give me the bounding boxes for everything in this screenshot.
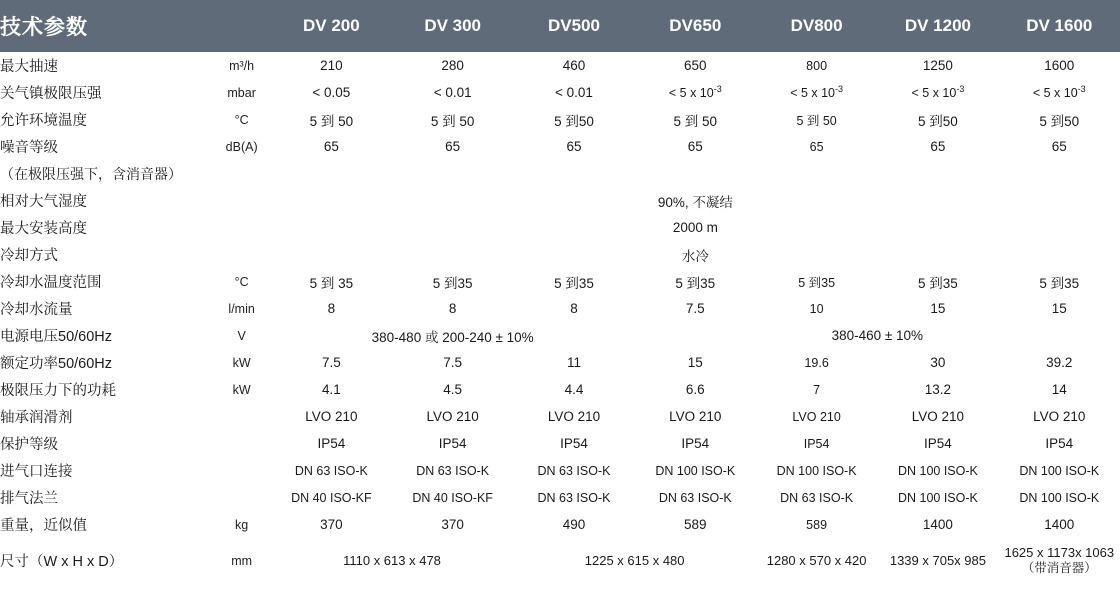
cell-value: 1250 [922, 58, 953, 73]
cell-value: < 5 x $10^{-3}$ [790, 84, 844, 101]
cell-value: 589 [806, 517, 828, 532]
cell-value: IP54 [1045, 436, 1074, 451]
row-unit-ultimate-pressure: mbar [227, 85, 256, 100]
cell-value: 39.2 [1046, 355, 1073, 370]
table-row [0, 106, 1120, 133]
cell-value: 4.4 [564, 382, 584, 397]
cell-value: DN 63 ISO-K [537, 463, 611, 478]
row-label-weight: 重量，近似值 [0, 518, 87, 534]
table-row [0, 241, 1120, 268]
cell-value: 5 到 50 [430, 113, 475, 129]
cell-value: 7 [813, 382, 821, 397]
cell-value: LVO 210 [305, 409, 358, 424]
cell-value: 65 [809, 139, 824, 154]
cell-value: 5 到 50 [673, 113, 718, 129]
cell-value: DN 40 ISO-KF [412, 490, 493, 505]
cell-value: 65 [1051, 139, 1067, 154]
spacer-cell [0, 538, 1120, 545]
cell-value: < 5 x $10^{-3}$ [1032, 84, 1086, 101]
cell-value-merged: 90%, 不凝结 [657, 194, 733, 210]
cell-value-merged-group-a: 380-480 或 200-240 ± 10% [371, 329, 534, 345]
row-unit-ambient-temperature: °C [234, 112, 249, 127]
row-unit-max-installation-altitude [213, 214, 271, 241]
cell-value: 65 [323, 139, 339, 154]
row-label-inlet-connection: 进气口连接 [0, 464, 73, 480]
cell-value: 5 到 50 [309, 113, 354, 129]
cell-value: 5 到 35 [309, 275, 354, 291]
row-unit-cooling-method [213, 241, 271, 268]
cell-value: 5 到35 [554, 275, 594, 291]
cell-dimension-group-2: 1225 x 615 x 480 [584, 552, 685, 568]
dimension-note: （带消音器） [1021, 561, 1097, 576]
column-header-dv500: DV500 [547, 16, 600, 35]
cell-value: IP54 [438, 436, 467, 451]
cell-value: LVO 210 [426, 409, 479, 424]
cell-value: < 0.01 [433, 85, 472, 100]
table-row [0, 349, 1120, 376]
table-row [0, 214, 1120, 241]
cell-value: 65 [687, 139, 703, 154]
cell-value: DN 63 ISO-K [780, 490, 854, 505]
cell-value: IP54 [317, 436, 346, 451]
row-label-noise-level: 噪音等级 [0, 140, 58, 156]
cell-value: 5 到35 [918, 275, 958, 291]
header-unit-column [213, 0, 271, 52]
cell-value: DN 100 ISO-K [1019, 463, 1100, 478]
cell-value: LVO 210 [1033, 409, 1086, 424]
table-row [0, 484, 1120, 511]
cell-value: DN 63 ISO-K [416, 463, 490, 478]
cell-value: 4.5 [443, 382, 463, 397]
cell-value: 8 [327, 301, 336, 316]
cell-value-merged: 2000 m [672, 220, 718, 235]
cell-value: < 0.05 [312, 85, 351, 100]
cell-value: < 5 x $10^{-3}$ [911, 84, 965, 101]
cell-value: 15 [687, 355, 703, 370]
cell-value: 5 到35 [798, 275, 836, 290]
column-header-dv1600: DV 1600 [1026, 16, 1093, 35]
table-row [0, 295, 1120, 322]
row-label-ultimate-pressure: 关气镇极限压强 [0, 86, 102, 102]
cell-value: LVO 210 [911, 409, 965, 424]
cell-value: < 5 x $10^{-3}$ [668, 84, 722, 101]
cell-value: 1400 [922, 517, 953, 532]
cell-value: 8 [570, 301, 578, 316]
cell-value: 800 [806, 58, 828, 73]
column-header-dv650: DV650 [669, 16, 722, 35]
row-unit-cooling-water-temp: °C [234, 274, 249, 289]
table-row [0, 133, 1120, 160]
cell-value: 4.1 [321, 382, 341, 397]
table-row [0, 457, 1120, 484]
cell-value: DN 100 ISO-K [897, 463, 978, 478]
cell-value: 5 到35 [432, 275, 473, 291]
cell-value: 460 [562, 58, 586, 73]
table-row [0, 403, 1120, 430]
page-title: 技术参数 [0, 16, 88, 39]
cell-value: DN 100 ISO-K [655, 463, 736, 478]
row-unit-protection-class [213, 430, 271, 457]
cell-value: 5 到35 [1039, 275, 1080, 291]
cell-value: 15 [1051, 301, 1067, 316]
row-unit-bearing-lubricant [213, 403, 271, 430]
cell-value: DN 100 ISO-K [1019, 490, 1100, 505]
row-label-bearing-lubricant: 轴承润滑剂 [0, 410, 73, 426]
cell-value: 650 [684, 58, 707, 73]
row-label-ambient-temperature: 允许环境温度 [0, 113, 87, 129]
row-unit-cooling-water-flow: l/min [228, 301, 255, 316]
cell-value: DN 63 ISO-K [294, 463, 368, 478]
cell-value: 589 [684, 517, 707, 532]
row-label-exhaust-flange: 排气法兰 [0, 491, 58, 507]
column-header-dv1200: DV 1200 [904, 16, 971, 35]
row-label-protection-class: 保护等级 [0, 437, 58, 453]
cell-value: 370 [320, 517, 343, 532]
cell-dimension-group-3: 1280 x 570 x 420 [766, 552, 867, 568]
table-row [0, 187, 1120, 214]
cell-value: 5 到35 [675, 275, 716, 291]
column-header-dv800: DV800 [790, 16, 843, 35]
column-header-dv300: DV 300 [424, 16, 482, 35]
cell-value: 11 [566, 355, 581, 370]
table-header [0, 0, 1120, 52]
table-row [0, 268, 1120, 295]
cell-value: 65 [566, 139, 582, 154]
row-unit-weight: kg [235, 517, 249, 532]
spacer-row [0, 538, 1120, 545]
cell-dimension-group-1: 1110 x 613 x 478 [343, 552, 441, 568]
cell-value: DN 63 ISO-K [658, 490, 732, 505]
row-label-max-installation-altitude: 最大安装高度 [0, 221, 87, 237]
cell-dimension-group-5 [999, 545, 1120, 577]
column-header-dv200: DV 200 [303, 16, 360, 35]
row-label-power-at-ultimate-pressure: 极限压力下的功耗 [0, 383, 116, 399]
row-label-cooling-water-temp: 冷却水温度范围 [0, 275, 102, 291]
cell-value: LVO 210 [669, 409, 722, 424]
row-label-max-pumping-speed: 最大抽速 [0, 59, 58, 75]
cell-value: 1400 [1044, 517, 1075, 532]
cell-value: 7.5 [321, 355, 341, 370]
table-body [0, 52, 1120, 577]
cell-value: DN 63 ISO-K [537, 490, 611, 505]
row-unit-noise-level: dB(A) [225, 139, 258, 154]
row-label-supply-voltage: 电源电压50/60Hz [0, 329, 113, 345]
cell-value: 7.5 [685, 301, 705, 316]
cell-value: 1600 [1044, 58, 1075, 73]
cell-value: LVO 210 [547, 409, 601, 424]
cell-value: IP54 [803, 436, 830, 451]
row-unit-exhaust-flange [213, 484, 271, 511]
row-unit-power-at-ultimate-pressure: kW [232, 382, 251, 397]
cell-value-merged-group-b: 380-460 ± 10% [831, 328, 924, 343]
row-label-rated-power: 额定功率50/60Hz [0, 356, 113, 372]
row-unit-supply-voltage: V [237, 328, 246, 343]
cell-value: LVO 210 [792, 409, 841, 424]
cell-value: < 0.01 [555, 85, 593, 100]
row-note-noise-condition: （在极限压强下，含消音器） [0, 165, 182, 182]
cell-value: 30 [930, 355, 946, 370]
table-row [0, 430, 1120, 457]
cell-value: 280 [441, 58, 464, 73]
cell-value: IP54 [681, 436, 710, 451]
cell-value: 490 [562, 517, 586, 532]
cell-value: 8 [448, 301, 457, 316]
table-row [0, 511, 1120, 538]
cell-value: 15 [930, 301, 946, 316]
cell-value: 65 [930, 139, 946, 154]
row-unit-inlet-connection [213, 457, 271, 484]
row-unit-dimensions: mm [231, 553, 253, 568]
cell-value: 7.5 [443, 355, 463, 370]
cell-value: 370 [441, 517, 464, 532]
cell-value: 13.2 [924, 382, 952, 397]
cell-value: 14 [1051, 382, 1067, 397]
table-row [0, 52, 1120, 79]
table-row [0, 79, 1120, 106]
cell-value: 5 到50 [1039, 113, 1080, 129]
row-label-cooling-water-flow: 冷却水流量 [0, 302, 73, 318]
cell-value: IP54 [560, 436, 588, 451]
cell-value: 19.6 [804, 355, 829, 370]
table-row-dimensions [0, 545, 1120, 577]
cell-value: DN 100 ISO-K [897, 490, 978, 505]
cell-value: 210 [320, 58, 343, 73]
row-label-cooling-method: 冷却方式 [0, 248, 58, 264]
cell-value: 5 到50 [918, 113, 958, 129]
cell-dimension-group-4: 1339 x 705x 985 [889, 552, 986, 568]
cell-value: 6.6 [685, 382, 705, 397]
table-row [0, 376, 1120, 403]
table-row [0, 160, 1120, 187]
row-unit-rated-power: kW [232, 355, 251, 370]
cell-value: DN 100 ISO-K [776, 463, 857, 478]
table-row [0, 322, 1120, 349]
dimension-value: 1625 x 1173x 1063 [1004, 545, 1115, 560]
cell-value: 10 [809, 301, 824, 316]
row-label-dimensions: 尺寸（W x H x D） [0, 554, 124, 571]
row-label-relative-humidity: 相对大气湿度 [0, 194, 87, 210]
header-row [0, 0, 1120, 52]
row-unit-relative-humidity [213, 187, 271, 214]
row-unit-max-pumping-speed: m³/h [229, 58, 255, 73]
cell-value: DN 40 ISO-KF [291, 490, 372, 505]
cell-value: 65 [445, 139, 461, 154]
cell-value: 5 到 50 [796, 113, 837, 128]
cell-value: 5 到50 [554, 113, 594, 129]
cell-value-merged: 水冷 [681, 248, 709, 264]
cell-value: IP54 [924, 436, 952, 451]
